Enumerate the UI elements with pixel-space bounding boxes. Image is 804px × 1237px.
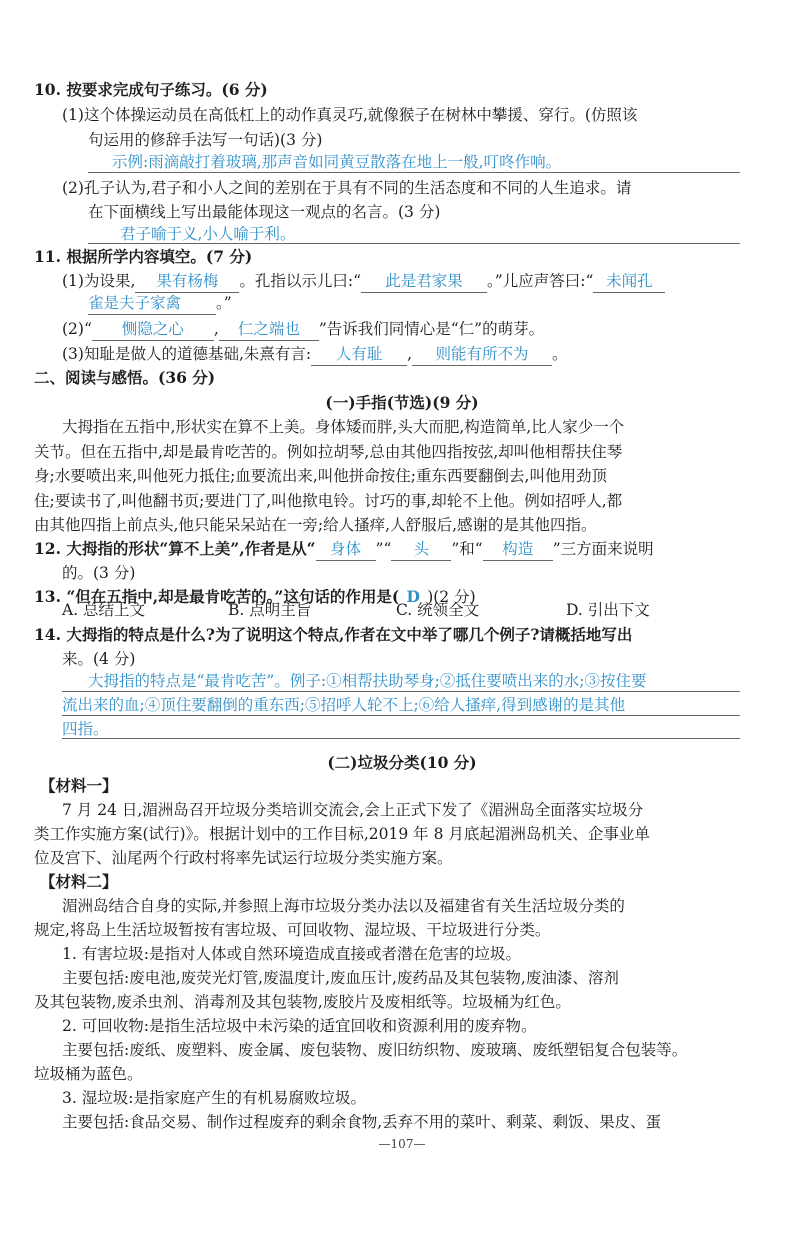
q10-part2-line1: (2)孔子认为,君子和小人之间的差别在于具有不同的生活态度和不同的人生追求。请 (62, 179, 632, 197)
part1-title: (一)手指(节选)(9 分) (325, 393, 479, 412)
q12-text-c: ”和“ (451, 540, 483, 558)
q14-answer-line: 四指。 (62, 720, 109, 738)
q11-l1-text-c: 。”儿应声答曰:“ (487, 272, 594, 290)
material2-line: 及其包装物,废杀虫剂、消毒剂及其包装物,废胶片及废相纸等。垃圾桶为红色。 (34, 993, 571, 1011)
q13-option: A. 总结上文 (62, 601, 146, 619)
material1-line: 类工作实施方案(试行)》。根据计划中的工作目标,2019 年 8 月底起湄洲岛机关、企事业单 (34, 825, 650, 843)
q10-part2-answer: 君子喻于义,小人喻于利。 (120, 225, 296, 243)
q11-line1-cont (88, 292, 232, 315)
q13-text-a: 13. “但在五指中,却是最肯吃苦的。”这句话的作用是( (34, 587, 400, 606)
answer-line (88, 172, 740, 173)
passage-line: 住;要读书了,叫他翻书页;要进门了,叫他揿电铃。讨巧的事,却轮不上他。例如招呼人,都 (34, 492, 623, 510)
q11-line1 (62, 270, 665, 293)
q14-answer-line: 流出来的血;④顶住要翻倒的重东西;⑤招呼人轮不上;⑥给人搔痒,得到感谢的是其他 (62, 696, 626, 714)
q14-answer-line: 大拇指的特点是“最肯吃苦”。例子:①相帮扶助琴身;②抵住要喷出来的水;③按住要 (88, 672, 647, 690)
q11-l1-text-a: (1)为设果, (62, 272, 136, 290)
material1-line: 位及宫下、汕尾两个行政村将率先试运行垃圾分类实施方案。 (34, 849, 453, 867)
q12-text-d: ”三方面来说明 (552, 540, 654, 558)
q13-option: D. 引出下文 (566, 601, 650, 619)
material2-label: 【材料二】 (40, 872, 118, 891)
part2-title: (二)垃圾分类(10 分) (327, 753, 477, 772)
passage-line: 身;水要喷出来,叫他死力抵住;血要流出来,叫他拼命按住;重东西要翻倒去,叫他用劲顶 (34, 467, 607, 485)
q11-l3-text-a: (3)知耻是做人的道德基础,朱熹有言: (62, 345, 312, 363)
material2-line: 主要包括:食品交易、制作过程废弃的剩余食物,丢弃不用的菜叶、剩菜、剩饭、果皮、蛋 (62, 1113, 662, 1131)
q10-part1-answer: 示例:雨滴敲打着玻璃,那声音如同黄豆散落在地上一般,叮咚作响。 (112, 153, 562, 171)
q12-text-b: ”“ (375, 540, 392, 558)
material1-label: 【材料一】 (40, 776, 118, 795)
q10-part1-line1: (1)这个体操运动员在高低杠上的动作真灵巧,就像猴子在树林中攀援、穿行。(仿照该 (62, 106, 638, 124)
q13-answer: D (406, 587, 420, 606)
answer-line (62, 715, 740, 716)
material1-line: 7 月 24 日,湄洲岛召开垃圾分类培训交流会,会上正式下发了《湄洲岛全面落实垃圾分 (62, 801, 644, 819)
q12-blank2: 头 (391, 538, 451, 561)
passage-line: 由其他四指上前点头,他只能呆呆站在一旁;给人搔痒,人舒服后,感谢的是其他四指。 (34, 516, 597, 534)
q11-l3-end: 。 (552, 345, 568, 363)
q11-l1-blank3a: 未闻孔 (593, 270, 665, 293)
q13-option: B. 点明主旨 (228, 601, 312, 619)
material2-line: 1. 有害垃圾:是指对人体或自然环境造成直接或者潜在危害的垃圾。 (62, 945, 521, 963)
q11-line3 (62, 343, 568, 366)
q11-l2-text-a: (2)“ (62, 320, 92, 338)
q11-l2-sep: , (213, 320, 219, 338)
q11-line2 (62, 318, 544, 341)
material2-line: 湄洲岛结合自身的实际,并参照上海市垃圾分类办法以及福建省有关生活垃圾分类的 (62, 897, 625, 915)
q10-part1-line2: 句运用的修辞手法写一句话)(3 分) (88, 131, 323, 149)
material2-line: 2. 可回收物:是指生活垃圾中未污染的适宜回收和资源利用的废弃物。 (62, 1017, 537, 1035)
q11-l1-text-b: 。孔指以示儿曰:“ (239, 272, 362, 290)
q10-part2-line2: 在下面横线上写出最能体现这一观点的名言。(3 分) (88, 203, 441, 221)
answer-line (88, 243, 740, 244)
q13-option: C. 统领全文 (396, 601, 480, 619)
q11-title: 11. 根据所学内容填空。(7 分) (34, 247, 253, 266)
passage-line: 大拇指在五指中,形状实在算不上美。身体矮而胖,头大而肥,构造简单,比人家少一个 (62, 418, 625, 436)
q11-l1-blank2: 此是君家果 (361, 270, 487, 293)
q11-l1-blank1: 果有杨梅 (135, 270, 239, 293)
q11-l2-blank2: 仁之端也 (219, 318, 319, 341)
answer-line (62, 691, 740, 692)
q12-text-a: 12. 大拇指的形状“算不上美”,作者是从“ (34, 539, 316, 558)
material2-line: 主要包括:废电池,废荧光灯管,废温度计,废血压计,废药品及其包装物,废油漆、溶剂 (62, 969, 619, 987)
q12-line2: 的。(3 分) (62, 564, 136, 582)
q11-l3-sep: , (407, 345, 413, 363)
q11-l3-blank1: 人有耻 (311, 343, 407, 366)
q11-l3-blank2: 则能有所不为 (412, 343, 552, 366)
q13-text-b: )(2 分) (427, 588, 476, 606)
material2-line: 主要包括:废纸、废塑料、废金属、废包装物、废旧纺织物、废玻璃、废纸塑铝复合包装等。 (62, 1041, 688, 1059)
material2-line: 垃圾桶为蓝色。 (34, 1065, 143, 1083)
page-number: —107— (378, 1137, 426, 1151)
q11-l2-text-b: ”告诉我们同情心是“仁”的萌芽。 (318, 320, 545, 338)
answer-line (62, 738, 740, 739)
q14-line1: 14. 大拇指的特点是什么?为了说明这个特点,作者在文中举了哪几个例子?请概括地写出 (34, 625, 633, 644)
q12-blank3: 构造 (483, 538, 553, 561)
material2-line: 规定,将岛上生活垃圾暂按有害垃圾、可回收物、湿垃圾、干垃圾进行分类。 (34, 921, 551, 939)
section2-title: 二、阅读与感悟。(36 分) (34, 368, 216, 387)
material2-line: 3. 湿垃圾:是指家庭产生的有机易腐败垃圾。 (62, 1089, 366, 1107)
q10-title: 10. 按要求完成句子练习。(6 分) (34, 80, 268, 99)
q11-l2-blank1: 恻隐之心 (92, 318, 214, 341)
q12-blank1: 身体 (316, 538, 376, 561)
q11-l1-text-d: 。” (216, 294, 232, 312)
passage-line: 关节。但在五指中,却是最肯吃苦的。例如拉胡琴,总由其他四指按弦,却叫他相帮扶住琴 (34, 443, 623, 461)
q14-line2: 来。(4 分) (62, 650, 136, 668)
q11-l1-blank3b: 雀是夫子家禽 (88, 292, 216, 315)
q12-line1 (34, 538, 654, 561)
